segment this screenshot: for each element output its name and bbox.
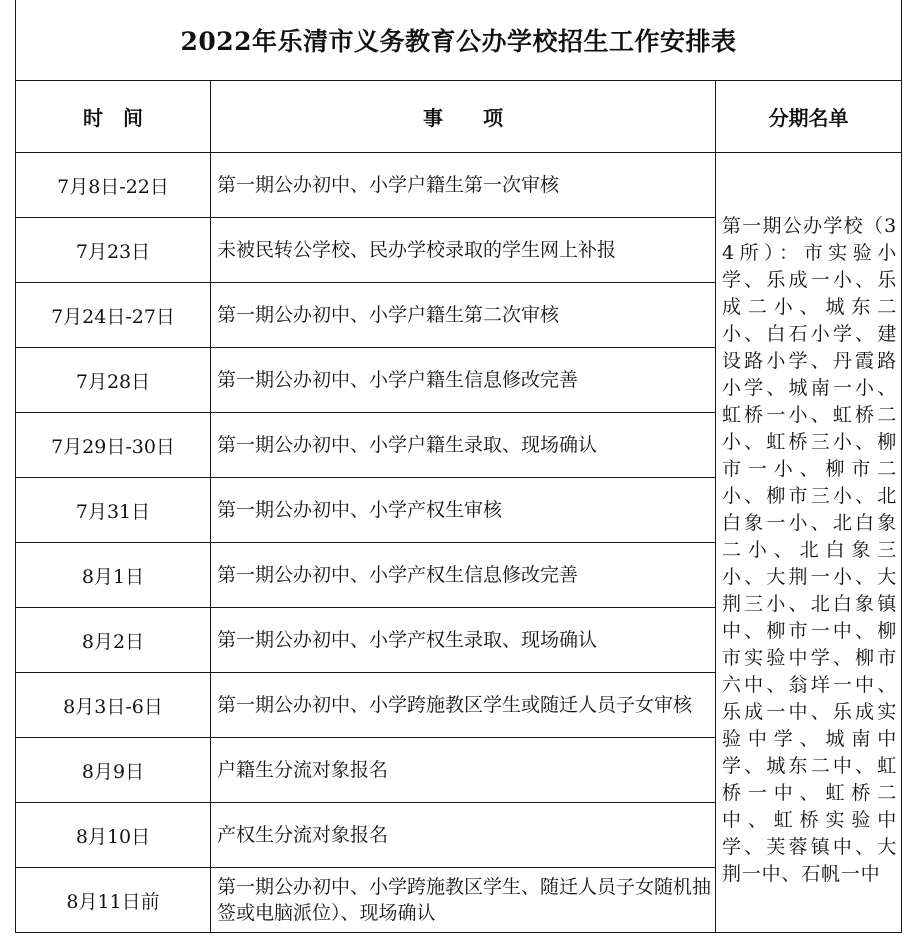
row-event: 第一期公办初中、小学户籍生第二次审核 <box>211 283 716 348</box>
title-row <box>16 0 902 81</box>
row-time: 7月24日-27日 <box>16 283 211 348</box>
school-list: 第一期公办学校（34所）：市实验小学、乐成一小、乐成二小、城东二小、白石小学、建设路小学、丹霞路小学、城南一小、虹桥一小、虹桥二小、虹桥三小、柳市一小、柳市二小、柳市三小、北白象一小、北白象二小、北白象三小、大荆一小、大荆三小、北白象镇中、柳市一中、柳市实验中学、柳市六中、翁垟一中、乐成一中、乐成实验中学、城南中学、城东二中、虹桥一中、虹桥二中、虹桥实验中学、芙蓉镇中、大荆一中、石帆一中 <box>716 153 902 933</box>
row-time: 7月28日 <box>16 348 211 413</box>
row-time: 7月31日 <box>16 478 211 543</box>
row-event: 户籍生分流对象报名 <box>211 738 716 803</box>
header-row <box>16 81 902 153</box>
header-time: 时 间 <box>16 81 211 153</box>
row-time: 8月2日 <box>16 608 211 673</box>
header-list: 分期名单 <box>716 81 902 153</box>
row-time: 7月29日-30日 <box>16 413 211 478</box>
row-event: 第一期公办初中、小学产权生审核 <box>211 478 716 543</box>
row-time: 8月10日 <box>16 803 211 868</box>
row-time: 8月9日 <box>16 738 211 803</box>
table-title: 2022年乐清市义务教育公办学校招生工作安排表 <box>16 0 902 81</box>
row-time: 7月23日 <box>16 218 211 283</box>
row-time: 8月1日 <box>16 543 211 608</box>
schedule-table <box>15 0 902 933</box>
row-time: 8月3日-6日 <box>16 673 211 738</box>
row-event: 第一期公办初中、小学户籍生录取、现场确认 <box>211 413 716 478</box>
row-time: 8月11日前 <box>16 868 211 933</box>
row-event: 第一期公办初中、小学产权生录取、现场确认 <box>211 608 716 673</box>
row-event: 产权生分流对象报名 <box>211 803 716 868</box>
row-event: 未被民转公学校、民办学校录取的学生网上补报 <box>211 218 716 283</box>
schedule-sheet <box>15 0 901 940</box>
row-event: 第一期公办初中、小学跨施教区学生或随迁人员子女审核 <box>211 673 716 738</box>
row-time: 7月8日-22日 <box>16 153 211 218</box>
header-event: 事 项 <box>211 81 716 153</box>
table-row <box>16 153 902 218</box>
row-event: 第一期公办初中、小学产权生信息修改完善 <box>211 543 716 608</box>
row-event: 第一期公办初中、小学户籍生信息修改完善 <box>211 348 716 413</box>
row-event: 第一期公办初中、小学户籍生第一次审核 <box>211 153 716 218</box>
row-event: 第一期公办初中、小学跨施教区学生、随迁人员子女随机抽签或电脑派位）、现场确认 <box>211 868 716 933</box>
